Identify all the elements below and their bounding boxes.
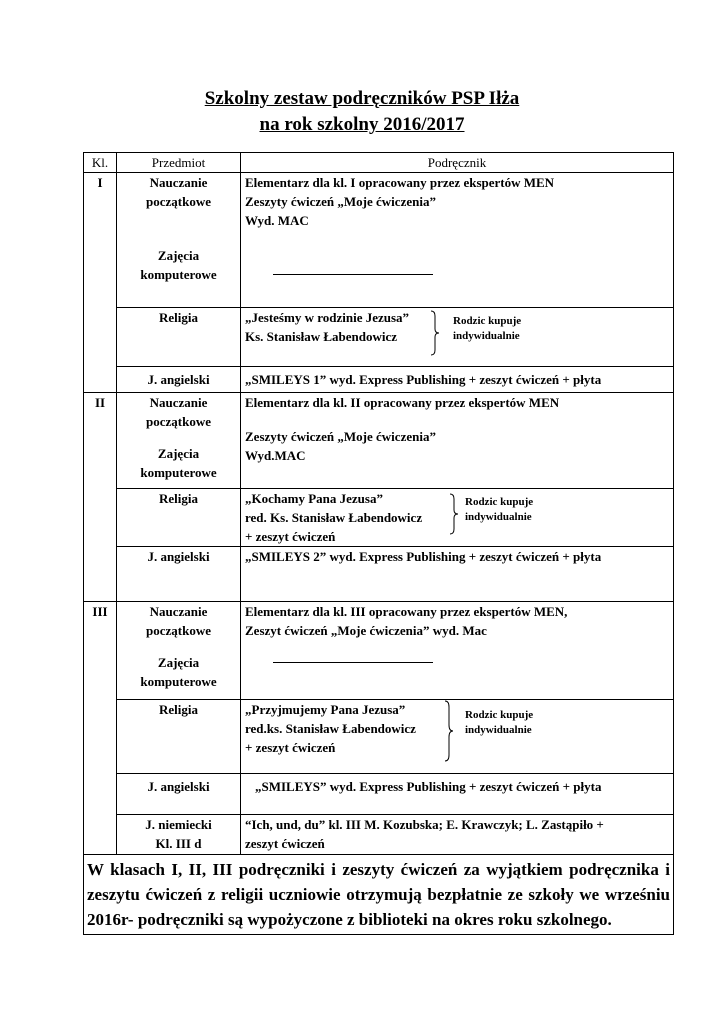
- book-cell: „SMILEYS” wyd. Express Publishing + zeszyt ćwiczeń + płyta: [241, 774, 674, 815]
- book-line: + zeszyt ćwiczeń: [245, 740, 336, 755]
- table-row: [84, 173, 674, 308]
- title-line-2: na rok szkolny 2016/2017: [259, 114, 465, 135]
- book-cell: „SMILEYS 2” wyd. Express Publishing + zeszyt ćwiczeń + płyta: [241, 547, 674, 602]
- class-label: III: [84, 602, 117, 855]
- footer-note: W klasach I, II, III podręczniki i zeszyty ćwiczeń za wyjątkiem podręcznika i zeszytu ćwiczeń z religii uczniowie otrzymują bezpłatnie ze szkoły we wrześniu 2016r- podręczniki są wypożyczone z biblioteki na okres roku szkolnego.: [84, 855, 674, 935]
- subject-cell: [117, 393, 241, 489]
- book-cell: [241, 602, 674, 700]
- subject-cell: Religia: [117, 308, 241, 367]
- header-kl: Kl.: [84, 153, 117, 173]
- parent-note: Rodzic kupuje indywidualnie: [465, 496, 534, 523]
- textbook-table: [83, 152, 674, 935]
- table-header-row: [84, 153, 674, 173]
- book-line: Zeszyt ćwiczeń „Moje ćwiczenia” wyd. Mac: [245, 623, 487, 638]
- subject-line: Zajęcia: [157, 446, 200, 461]
- subject-line: komputerowe: [140, 465, 217, 480]
- book-line: Zeszyty ćwiczeń „Moje ćwiczenia”: [245, 429, 436, 444]
- book-line: Wyd.MAC: [245, 448, 306, 463]
- subject-line: początkowe: [146, 414, 211, 429]
- book-line: „Kochamy Pana Jezusa”: [245, 491, 383, 506]
- subject-line: Nauczanie: [149, 175, 208, 190]
- book-cell: [241, 815, 674, 855]
- subject-line: Zajęcia: [157, 655, 200, 670]
- book-line: red.ks. Stanisław Łabendowicz: [245, 721, 416, 736]
- table-row: [84, 489, 674, 547]
- book-line: „Jesteśmy w rodzinie Jezusa”: [245, 310, 410, 325]
- table-row: [84, 815, 674, 855]
- document-title: [0, 86, 724, 138]
- table-row: [84, 367, 674, 393]
- subject-line: Zajęcia: [157, 248, 200, 263]
- book-line: Wyd. MAC: [245, 213, 309, 228]
- table-row: [84, 393, 674, 489]
- table-row: [84, 547, 674, 602]
- subject-line: komputerowe: [140, 267, 217, 282]
- book-line: zeszyt ćwiczeń: [245, 836, 325, 851]
- book-cell: [241, 173, 674, 308]
- separator-line: [273, 274, 433, 275]
- book-cell: [241, 489, 674, 547]
- parent-note: Rodzic kupuje indywidualnie: [465, 709, 534, 736]
- subject-cell: Religia: [117, 700, 241, 774]
- subject-cell: [117, 602, 241, 700]
- footer-row: [84, 855, 674, 935]
- table-row: [84, 602, 674, 700]
- book-line: Zeszyty ćwiczeń „Moje ćwiczenia”: [245, 194, 436, 209]
- subject-cell: J. angielski: [117, 367, 241, 393]
- subject-line: Nauczanie: [149, 395, 208, 410]
- subject-line: Kl. III d: [155, 836, 202, 851]
- book-cell: [241, 393, 674, 489]
- book-line: Ks. Stanisław Łabendowicz: [245, 329, 398, 344]
- table-row: [84, 308, 674, 367]
- subject-cell: [117, 173, 241, 308]
- book-line: Elementarz dla kl. I opracowany przez ekspertów MEN: [245, 175, 555, 190]
- header-subject: Przedmiot: [117, 153, 241, 173]
- right-brace-icon: [444, 700, 454, 762]
- subject-cell: J. angielski: [117, 774, 241, 815]
- book-line: Elementarz dla kl. II opracowany przez ekspertów MEN: [245, 395, 560, 410]
- parent-note: Rodzic kupuje indywidualnie: [453, 315, 522, 342]
- table-row: [84, 700, 674, 774]
- subject-cell: J. angielski: [117, 547, 241, 602]
- right-brace-icon: [449, 493, 459, 535]
- book-line: “Ich, und, du” kl. III M. Kozubska; E. Krawczyk; L. Zastąpiło +: [245, 817, 604, 832]
- right-brace-icon: [430, 310, 440, 356]
- book-line: „Przyjmujemy Pana Jezusa”: [245, 702, 406, 717]
- subject-line: początkowe: [146, 623, 211, 638]
- subject-line: J. niemiecki: [145, 817, 212, 832]
- book-line: + zeszyt ćwiczeń: [245, 529, 336, 544]
- subject-cell: Religia: [117, 489, 241, 547]
- book-cell: „SMILEYS 1” wyd. Express Publishing + zeszyt ćwiczeń + płyta: [241, 367, 674, 393]
- subject-line: komputerowe: [140, 674, 217, 689]
- table-row: [84, 774, 674, 815]
- title-line-1: Szkolny zestaw podręczników PSP Iłża: [204, 88, 520, 109]
- header-book: Podręcznik: [241, 153, 674, 173]
- book-cell: [241, 308, 674, 367]
- book-cell: [241, 700, 674, 774]
- subject-line: Nauczanie: [149, 604, 208, 619]
- book-line: Elementarz dla kl. III opracowany przez ekspertów MEN,: [245, 604, 568, 619]
- subject-line: początkowe: [146, 194, 211, 209]
- class-label: II: [84, 393, 117, 602]
- book-line: red. Ks. Stanisław Łabendowicz: [245, 510, 423, 525]
- subject-cell: [117, 815, 241, 855]
- class-label: I: [84, 173, 117, 393]
- separator-line: [273, 662, 433, 663]
